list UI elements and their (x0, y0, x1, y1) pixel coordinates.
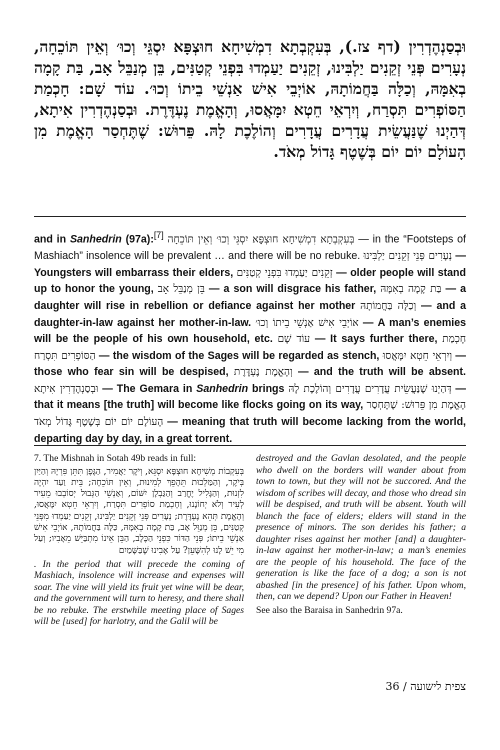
translation-segment: — that it means [the truth] will become like flocks going on its way, (34, 382, 466, 412)
hebrew-quote: וּבְסַנְהֶדְרִין אִיתָא (34, 382, 99, 395)
translation-segment: — and a daughter-in-law against her mother-in-law. (34, 299, 467, 329)
translation-segment: — A man’s enemies will be the people of his own household, etc. (34, 316, 466, 346)
translation-segment: brings (248, 382, 289, 395)
translation-segment: Sanhedrin (196, 382, 249, 395)
translation-segment: — It says further there, (310, 333, 443, 346)
hebrew-quote: וְהָאֱמֶת נֶעְדֶּרֶת (233, 366, 293, 379)
translation-segment: — a son will disgrace his father, (204, 283, 381, 296)
hebrew-quote: זְקֵנִים יַעַמְדוּ בִּפְנֵי קְטַנִּים (236, 266, 333, 279)
page-footer (385, 680, 466, 693)
translation-block (34, 227, 466, 447)
translation-segment: and in (34, 233, 70, 246)
footnote-intro: 7. The Mishnah in Sotah 49b reads in full: (34, 453, 197, 464)
hebrew-quote: וְיִרְאֵי חֵטְא יִמָּאֲסוּ (382, 349, 453, 362)
hebrew-quote: פֵּרוּשׁ: שֶׁתֶּחְסַר (366, 399, 426, 412)
translation-segment: — in the “Footsteps of Mashiach” insolence will be prevalent … and there will be no rebuke. (34, 233, 467, 263)
footnote-divider (34, 445, 466, 446)
translation-segment: — those who fear sin will be despised, (34, 349, 467, 379)
footnote-right-column (256, 453, 466, 630)
translation-segment: — The Gemara in (98, 382, 197, 395)
hebrew-quote: בֵּן מְנַבֵּל אָב (157, 283, 205, 296)
footnote-left-column (34, 453, 244, 630)
hebrew-quote: וְכַלָּה בַּחֲמוֹתָהּ (360, 299, 417, 312)
hebrew-quote: בְּעִקְבְתָא דִמְשִׁיחָא חוּצְפָּא יִסְגֵּי וְכוּ׳ וְאֵין תּוֹכֵחָה (167, 233, 355, 246)
footnote-hebrew: בְּעִקְבוֹת מְשִׁיחָא חוּצְפָּא יִסְגֵּא, וְיֹקֶר יַאֲמִיר, הַגֶּפֶן תִּתֵּן פִּרְיָהּ וְהַיַּיִן בְּיֹקֶר, וְהַמַּלְכוּת תֵּהָפֵךְ לְמִינוּת, וְאֵין תּוֹכֵחָה; בֵּית וַעַד יִהְיֶה לִזְנוּת, וְהַגָּלִיל יֶחֱרַב וְהַגַּבְלָן יִשּׁוֹם, וְאַנְשֵׁי הַגְּבוּל יְסוֹבְבוּ מֵעִיר לְעִיר וְלֹא יְחוֹנָנוּ, וְחָכְמַת סוֹפְרִים תִּסְרַח, וְיִרְאֵי חֵטְא יִמָּאֲסוּ, וְהָאֱמֶת תְּהֵא נֶעְדֶּרֶת; נְעָרִים פְּנֵי זְקֵנִים יַלְבִּינוּ, זְקֵנִים יַעַמְדוּ מִפְּנֵי קְטַנִּים, בֵּן מְנַוֵּל אָב, בַּת קָמָה בְאִמָּהּ, כַּלָּה בַּחֲמוֹתָהּ, אוֹיְבֵי אִישׁ אַנְשֵׁי בֵיתוֹ; פְּנֵי הַדּוֹר כִּפְנֵי הַכֶּלֶב, הַבֵּן אֵינוֹ מִתְבַּיֵּשׁ מֵאָבִיו; וְעַל מִי יֵשׁ לָנוּ לְהִשָּׁעֵן? עַל אָבִינוּ שֶׁבַּשָּׁמַיִם (34, 466, 244, 556)
hebrew-main-text: וּבְסַנְהֶדְרִין (דף צז.), בְּעִקְבְתָא דִמְשִׁיחָא חוּצְפָּא יִסְגֵּי וְכוּ׳ וְאֵין תּוֹכֵחָה, נְעָרִים פְּנֵי זְקֵנִים יַלְבִּינוּ, זְקֵנִים יַעַמְדוּ בִּפְנֵי קְטַנִּים, בֵּן מְנַבֵּל אָב, בַּת קָמָה בְאִמָּהּ, וְכַלָּה בַּחֲמוֹתָהּ, אוֹיְבֵי אִישׁ אַנְשֵׁי בֵיתוֹ וְכוּ׳. עוֹד שָׁם: חָכְמַת הַסּוֹפְרִים תִּסְרַח, וְיִרְאֵי חֵטְא יִמָּאֲסוּ, וְהָאֱמֶת נֶעְדֶּרֶת. וּבְסַנְהֶדְרִין אִיתָא, דְּהַיְנוּ שֶׁנַּעֲשֵׂית עֲדָרִים עֲדָרִים וְהוֹלֶכֶת לָהּ. פֵּרוּשׁ: שֶׁתֶּחְסַר הָאֱמֶת מִן הָעוֹלָם יוֹם יוֹם בְּשֶׁטֶף גָּדוֹל מְאֹד. (34, 37, 466, 161)
footnote-english-right: destroyed and the Gavlan desolated, and the people who dwell on the borders will wander about from town to town, but they will not be succored. And the wisdom of scribes will decay, and those who dread sin will be despised, and truth will be absent. Youth will blanch the face of elders; elders will stand in the presence of minors. The son derides his father; a daughter rises against her mother [and] a daughter-in-law against her mother-in-law; a man’s enemies are the people of his household. The face of the generation is like the face of a dog; a son is not abashed [in the presence] of his father. Upon whom, then, can we depend? Upon our Father in Heaven! (256, 453, 466, 602)
translation-segment: — and the truth will be absent. (292, 366, 466, 379)
translation-segment: — the wisdom of the Sages will be regarded as stench, (95, 349, 383, 362)
hebrew-quote: עוֹד שָׁם (277, 333, 311, 346)
page-number: 36 (385, 680, 400, 693)
hebrew-quote: נְעָרִים פְּנֵי זְקֵנִים יַלְבִּינוּ (363, 250, 453, 263)
footer-separator: / (399, 680, 411, 693)
hebrew-quote: אוֹיְבֵי אִישׁ אַנְשֵׁי בֵיתוֹ וְכוּ׳ (255, 316, 359, 329)
translation-segment: — Youngsters will embarrass their elders, (34, 250, 466, 279)
translation-segment: — meaning that truth will become lacking from the world, departing day by day, in a great torrent. (34, 416, 466, 445)
translation-segment: Sanhedrin (69, 233, 122, 246)
footnote-marker: [7] (153, 230, 164, 240)
book-title: צפית לישועה (410, 680, 466, 693)
section-divider (34, 216, 466, 217)
hebrew-quote: בַּת קָמָה בְאִמָּהּ (380, 283, 442, 296)
footnote-block (34, 453, 466, 630)
hebrew-quote: הָאֱמֶת מִן הָעוֹלָם יוֹם יוֹם בְּשֶׁטֶף גָּדוֹל מְאֹד (34, 399, 466, 429)
translation-segment: — older people will stand up to honor the young, (34, 266, 466, 296)
hebrew-quote: דְּהַיְנוּ שֶׁנַּעֲשֵׂית עֲדָרִים עֲדָרִים וְהוֹלֶכֶת לָהּ (288, 382, 452, 395)
hebrew-quote: חָכְמַת הַסּוֹפְרִים תִּסְרַח (34, 333, 466, 362)
footnote-english-left: . In the period that will precede the coming of Mashiach, insolence will increase and expenses will soar. The vine will yield its fruit yet wine will be dear, and the government will turn to heresy, and there shall be no rebuke. The erstwhile meeting place of Sages will be [used] for harlotry, and the Galil will be (34, 558, 244, 628)
translation-segment: (97a): (121, 233, 154, 246)
translation-segment: — a daughter will rise in rebellion or defiance against her mother (34, 283, 466, 312)
footnote-see-also: See also the Baraisa in Sanhedrin 97a. (256, 604, 403, 616)
